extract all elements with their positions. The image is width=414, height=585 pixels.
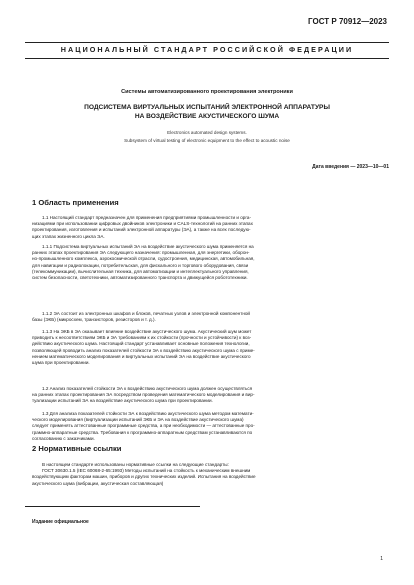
paragraph-line: нением математического моделирования и виртуальных испытаний ЭА на воздействие акустического [32,353,251,359]
paragraph-line: базы (ЭКБ) (микросхем, транзисторов, резисторов и т. д.). [32,317,156,323]
section-2-heading: 2 Нормативные ссылки [32,444,122,453]
paragraph [32,311,384,323]
paragraph-line: но-промышленного комплекса, аэрокосмической отрасли, судостроения, медицинская, автомобильная, [32,256,255,262]
paragraph-line: 1.1.3 На ЭКБ в ЭА оказывает влияние воздействие акустического шума. Акустический шум может [42,329,252,334]
footer-rule [25,506,200,507]
section-1-heading: 1 Область применения [32,198,119,207]
paragraph-line: 1.3 Для анализа показателей стойкости ЭА к воздействию акустического шума методом математи- [42,411,254,416]
header-bottom-rule [25,58,389,59]
paragraph-line: низациями при использовании цифровых двойников электроники и CALS-технологий на ранних этапах [32,221,253,227]
paragraph-line: щих этапах жизненного цикла ЭА. [32,233,105,239]
official-edition-label: Издание официальное [32,519,89,525]
paragraph-line: для навигации и радиолокации, потребительская, для фискального и торгового оборудования, связи [32,262,249,268]
paragraph-line: граммно-аппаратные средства. Требования к программно-аппаратным средствам устанавливаются по [32,429,253,435]
national-standard-heading: НАЦИОНАЛЬНЫЙ СТАНДАРТ РОССИЙСКОЙ ФЕДЕРАЦИИ [60,45,354,54]
paragraph [32,411,384,442]
reference-line: ГОСТ 30630.1.5 (IEC 60068-2-65:1993) Методы испытаний на стойкость к механическим внешним [42,468,251,474]
paragraph-line: 1.2 Анализ показателей стойкости ЭА к воздействию акустического шума должен осуществляться [42,386,253,391]
paragraph-line: систем безопасности, светотехники, автоматизированного транспорта и движущейся робототехники. [32,275,248,281]
paragraph-line: ческого моделирования (виртуализации испытаний ЭКБ и ЭА на воздействие акустического шума) [32,417,244,423]
date-introduced: Дата введения — 2023—10—01 [312,164,389,170]
paragraph-line: ранних этапах проектирования ЭА следующего назначения: промышленная, для энергетики, оборон- [32,250,250,256]
page-number: 1 [380,556,383,562]
paragraph-line: 1.1.1 Подсистема виртуальных испытаний ЭА на воздействие акустического шума применяется на [42,244,254,249]
header-top-rule [25,42,389,43]
paragraph-line: (телекоммуникации), вычислительная техника, для автоматизации и интеллектуального управления, [32,268,249,274]
reference-line: акустического шума (вибрации, акустическая составляющая) [32,480,164,486]
paragraph [32,386,384,405]
paragraph-line: действию акустического шума. Настоящий стандарт устанавливает основные положения технологии, [32,341,250,347]
title-line-2: НА ВОЗДЕЙСТВИЕ АКУСТИЧЕСКОГО ШУМА [134,113,280,120]
paragraph-line: туализации испытаний ЭА на воздействие акустического шума при проектировании. [32,398,213,404]
document-title [40,103,374,121]
paragraph-line: 1.1.2 ЭА состоит из электронных шкафов и блоков, печатных узлов и электронной компонентной [42,311,250,316]
english-title [40,129,374,144]
reference-line: воздействующим факторам машин, приборов и других технических изделий. Испытания на воздействие [32,474,256,480]
standard-number: ГОСТ Р 70912—2023 [308,17,387,26]
paragraph [32,244,384,281]
paragraph [32,215,384,240]
paragraph-line: приводить к несоответствиям ЭКБ и ЭА требованиям к их стойкости (прочности и устойчивости) к воз- [32,335,252,341]
paragraph-line: на ранних этапах проектирования ЭА посредством проведения математического моделирования и вир- [32,392,255,398]
english-title-line-2: Subsystem of virtual testing of electronic equipment to the effect to acoustic noise [124,137,290,143]
title-line-1: ПОДСИСТЕМА ВИРТУАЛЬНЫХ ИСПЫТАНИЙ ЭЛЕКТРОННОЙ АППАРАТУРЫ [84,104,330,111]
paragraph-line: 1.1 Настоящий стандарт предназначен для применения предприятиями промышленности и орга- [42,215,251,220]
paragraph-line: В настоящем стандарте использованы нормативные ссылки на следующие стандарты: [42,462,229,467]
series-title: Системы автоматизированного проектирования электроники [121,89,293,95]
paragraph [32,329,384,366]
paragraph-line: позволяющей проводить анализ показателей стойкости ЭА к воздействию акустического шума с приме- [32,347,255,353]
paragraph-line: согласованию с заказчиками. [32,435,95,441]
paragraph-line: шума при проектировании. [32,360,90,366]
english-title-line-1: Electronics automated design systems. [167,130,247,135]
paragraph-line: следует применять аттестованные программные средства, а при необходимости — аттестованные про- [32,423,255,429]
paragraph [32,462,384,487]
paragraph-line: проектирования, изготовления и испытаний электронной аппаратуры (ЭА), а также на всех последую- [32,227,251,233]
